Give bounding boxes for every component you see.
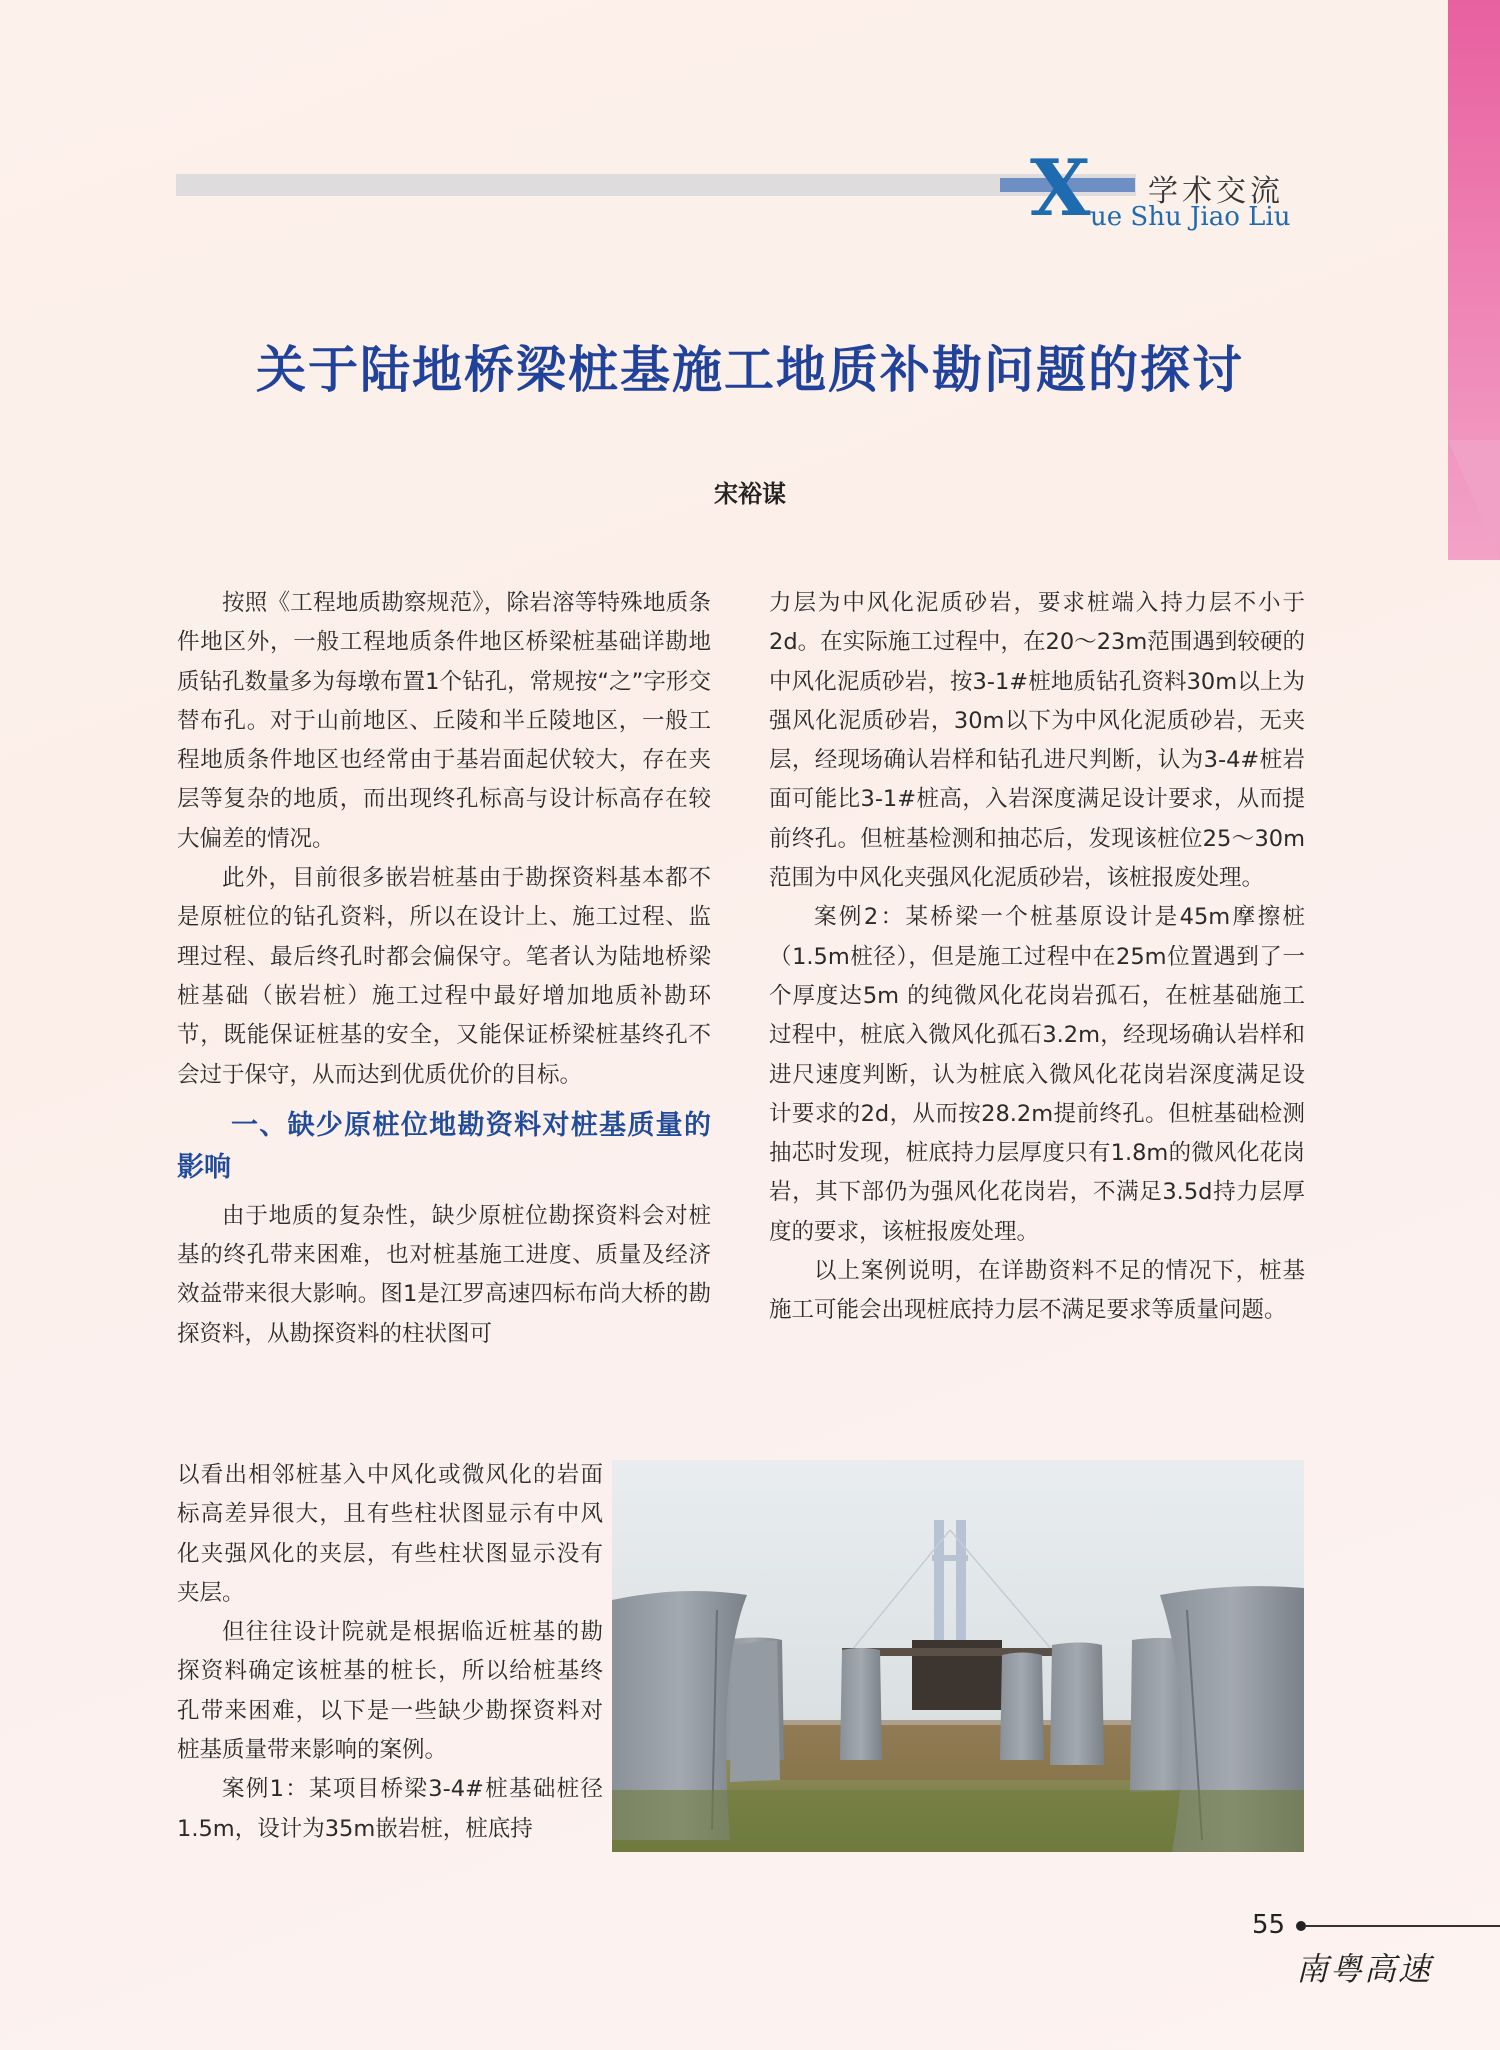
page-number: 55 xyxy=(1252,1910,1286,1940)
right-column xyxy=(769,584,1305,1331)
bridge-pier-illustration xyxy=(612,1460,1304,1852)
section-initial: X xyxy=(1030,143,1091,234)
bridge-pier-photo xyxy=(612,1460,1304,1852)
author: 宋裕谋 xyxy=(714,480,786,508)
paragraph: 此外，目前很多嵌岩桩基由于勘探资料基本都不是原桩位的钻孔资料，所以在设计上、施工过程、监理过程、最后终孔时都会偏保守。笔者认为陆地桥梁桩基础（嵌岩桩）施工过程中最好增加地质补勘环节，既能保证桩基的安全，又能保证桥梁桩基终孔不会过于保守，从而达到优质优价的目标。 xyxy=(177,865,711,1088)
magazine-logo: 南粤高速 xyxy=(1296,1950,1433,1988)
page-number-dot xyxy=(1296,1921,1306,1931)
paragraph: 以看出相邻桩基入中风化或微风化的岩面标高差异很大，且有些柱状图显示有中风化夹强风化的夹层，有些柱状图显示没有夹层。 xyxy=(177,1462,603,1606)
section-title-en: ue Shu Jiao Liu xyxy=(1090,202,1291,232)
footer-rule xyxy=(1306,1925,1500,1927)
paragraph: 按照《工程地质勘察规范》，除岩溶等特殊地质条件地区外，一般工程地质条件地区桥梁桩基础详勘地质钻孔数量多为每墩布置1个钻孔，常规按“之”字形交替布孔。对于山前地区、丘陵和半丘陵地区，一般工程地质条件地区也经常由于基岩面起伏较大，存在夹层等复杂的地质，而出现终孔标高与设计标高存在较大偏差的情况。 xyxy=(177,590,711,852)
left-column-wrap xyxy=(177,1456,603,1849)
section-heading: 一、缺少原桩位地勘资料对桩基质量的影响 xyxy=(177,1109,711,1183)
paragraph: 案例2：某桥梁一个桩基原设计是45m摩擦桩（1.5m桩径），但是施工过程中在25m位置遇到了一个厚度达5m 的纯微风化花岗岩孤石，在桩基础施工过程中，桩底入微风化孤石3.2m，经现场确认岩样和进尺速度判断，认为桩底入微风化花岗岩深度满足设计要求的2d，从而按28.2m提前终孔。但桩基础检测抽芯时发现，桩底持力层厚度只有1.8m的微风化花岗岩，其下部仍为强风化花岗岩，不满足3.5d持力层厚度的要求，该桩报废处理。 xyxy=(769,904,1305,1245)
section-title-cn: 学术交流 xyxy=(1148,174,1284,209)
paragraph: 力层为中风化泥质砂岩，要求桩端入持力层不小于2d。在实际施工过程中，在20～23m范围遇到较硬的中风化泥质砂岩，按3-1#桩地质钻孔资料30m以上为强风化泥质砂岩，30m以下为中风化泥质砂岩，无夹层，经现场确认岩样和钻孔进尺判断，认为3-4#桩岩面可能比3-1#桩高，入岩深度满足设计要求，从而提前终孔。但桩基检测和抽芯后，发现该桩位25～30m范围为中风化夹强风化泥质砂岩，该桩报废处理。 xyxy=(769,590,1305,892)
article-title: 关于陆地桥梁桩基施工地质补勘问题的探讨 xyxy=(256,340,1244,399)
paragraph: 案例1：某项目桥梁3-4#桩基础桩径1.5m，设计为35m嵌岩桩，桩底持 xyxy=(177,1776,603,1842)
header-band xyxy=(176,174,1136,196)
left-column xyxy=(177,584,711,1354)
paragraph: 但往往设计院就是根据临近桩基的勘探资料确定该桩基的桩长，所以给桩基终孔带来困难，以下是一些缺少勘探资料对桩基质量带来影响的案例。 xyxy=(177,1619,603,1764)
paragraph: 以上案例说明，在详勘资料不足的情况下，桩基施工可能会出现桩底持力层不满足要求等质量问题。 xyxy=(769,1258,1305,1324)
paragraph: 由于地质的复杂性，缺少原桩位勘探资料会对桩基的终孔带来困难，也对桩基施工进度、质量及经济效益带来很大影响。图1是江罗高速四标布尚大桥的勘探资料，从勘探资料的柱状图可 xyxy=(177,1202,711,1347)
